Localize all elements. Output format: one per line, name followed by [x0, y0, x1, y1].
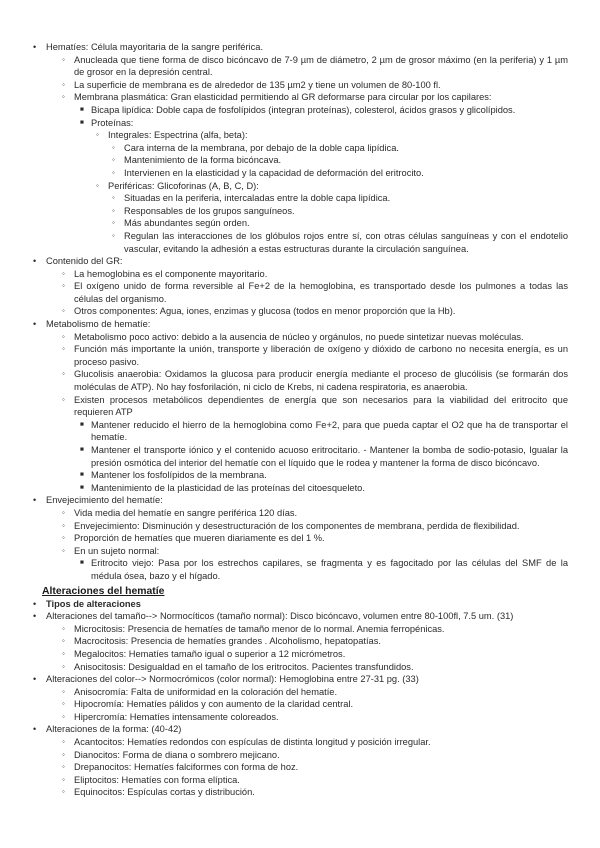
bullet-icon: ◦ — [62, 306, 65, 316]
list-item-text: Glucolisis anaerobia: Oxidamos la glucosa para producir energía mediante el proceso de glucólisis (se formarán dos moléculas de ATP). No hay fosforilación, ni ciclo de Krebs, ni cadena respiratoria, es anaerobia. — [74, 369, 568, 393]
list-item-text: Función más importante la unión, transporte y liberación de oxígeno y dióxido de carbono no necesita energía, es un proceso pasivo. — [74, 344, 568, 367]
list-item — [62, 749, 568, 762]
list-item — [62, 507, 568, 520]
bullet-icon: ◦ — [62, 92, 65, 102]
list-item-text: Anisocitosis: Desigualdad en el tamaño de los eritrocitos. Pacientes transfundidos. — [74, 661, 414, 672]
list-item-text: La hemoglobina es el componente mayoritario. — [74, 268, 268, 279]
list-item — [112, 154, 568, 167]
list-item-text: Más abundantes según orden. — [124, 218, 250, 229]
list-item-text: Alteraciones del tamaño--> Normocíticos (tamaño normal): Disco bicóncavo, volumen entre 80-100fl, 7.5 um. (31) — [46, 611, 514, 622]
list-item — [62, 661, 568, 674]
list-item-text: Membrana plasmática: Gran elasticidad permitiendo al GR deformarse para circular por los capilares: — [74, 92, 492, 103]
bullet-icon: • — [33, 495, 37, 506]
list-item-text: Megalocitos: Hematíes tamaño igual o superior a 12 micrómetros. — [74, 648, 346, 659]
list-item — [62, 331, 568, 344]
bullet-icon: ◦ — [62, 545, 65, 555]
list-item-text: Periféricas: Glicoforinas (A, B, C, D): — [108, 180, 259, 191]
list-item — [33, 673, 568, 686]
list-item — [96, 180, 568, 193]
list-item — [80, 557, 568, 582]
list-item-text: Tipos de alteraciones — [46, 598, 141, 609]
bullet-icon: ◦ — [112, 218, 115, 228]
bullet-icon: ◦ — [62, 762, 65, 772]
bullet-icon: ◦ — [62, 661, 65, 671]
bullet-icon: ■ — [80, 446, 84, 453]
list-item-text: Vida media del hematíe en sangre periférica 120 días. — [74, 507, 298, 518]
bullet-icon: ■ — [80, 105, 84, 113]
list-item-text: Regulan las interacciones de los glóbulos rojos entre sí, con otras células sanguíneas y con el endotelio vascular, evitando la adhesión a estas estructuras durante la circulación sanguínea. — [124, 230, 568, 254]
list-item — [62, 368, 568, 393]
bullet-icon: • — [33, 42, 37, 52]
list-item-text: Hipocromía: Hematíes pálidos y con aumento de la claridad central. — [74, 699, 354, 710]
list-item — [33, 610, 568, 623]
list-item-text: Equinocitos: Espículas cortas y distribución. — [74, 787, 255, 798]
list-item — [62, 91, 568, 104]
list-item — [62, 343, 568, 368]
list-item-text: Mantener reducido el hierro de la hemoglobina como Fe+2, para que pueda captar el O2 que ha de transportar el hematíe. — [91, 419, 568, 443]
list-item — [62, 394, 568, 419]
list-item-text: Cara interna de la membrana, por debajo de la doble capa lipídica. — [124, 142, 399, 153]
bullet-icon: ◦ — [62, 774, 65, 784]
bullet-icon: ◦ — [112, 155, 115, 165]
list-item-text: Eliptocitos: Hematíes con forma elíptica. — [74, 774, 240, 785]
bullet-icon: ◦ — [112, 230, 115, 240]
bullet-icon: ◦ — [62, 281, 65, 291]
list-item-text: Envejecimiento del hematíe: — [46, 495, 163, 506]
bullet-icon: ◦ — [96, 130, 99, 140]
list-item-text: Situadas en la periferia, intercaladas entre la doble capa lipídica. — [124, 193, 391, 204]
list-item — [62, 786, 568, 799]
list-item — [112, 142, 568, 155]
bullet-icon: ◦ — [112, 142, 115, 152]
bullet-icon: ◦ — [112, 167, 115, 177]
list-item — [80, 117, 568, 130]
list-item — [80, 444, 568, 469]
list-item — [62, 268, 568, 281]
list-item — [62, 520, 568, 533]
bullet-icon: ◦ — [96, 180, 99, 190]
bullet-icon: ◦ — [62, 54, 65, 64]
list-item-text: Microcitosis: Presencia de hematíes de tamaño menor de lo normal. Anemia ferropénicas. — [74, 623, 445, 634]
list-item — [80, 469, 568, 482]
bullet-icon: • — [33, 319, 37, 330]
list-item — [33, 41, 568, 54]
list-item — [62, 648, 568, 661]
list-item — [62, 736, 568, 749]
list-item-text: Envejecimiento: Disminución y desestructuración de los componentes de membrana, perdida de flexibilidad. — [74, 520, 520, 531]
bullet-icon: ◦ — [62, 686, 65, 696]
list-item — [62, 545, 568, 558]
alterations-list — [0, 598, 600, 800]
bullet-icon: ■ — [80, 559, 84, 567]
list-item-text: Mantener los fosfolípidos de la membrana. — [91, 470, 267, 481]
list-item-text: Alteraciones del color--> Normocrómicos (color normal): Hemoglobina entre 27-31 pg. (33) — [46, 674, 419, 685]
list-item-text: La superficie de membrana es de alrededor de 135 µm2 y tiene un volumen de 80-100 fl. — [74, 79, 441, 90]
list-item-text: Metabolismo de hematíe: — [46, 319, 151, 330]
bullet-icon: ■ — [80, 471, 84, 479]
list-item-text: Intervienen en la elasticidad y la capacidad de deformación del eritrocito. — [124, 167, 424, 178]
list-item-text: Anucleada que tiene forma de disco bicóncavo de 7-9 µm de diámetro, 2 µm de grosor máximo (en la periferia) y 1 µm de grosor en la depresión central. — [74, 54, 568, 78]
list-item-text: En un sujeto normal: — [74, 545, 160, 556]
list-item — [62, 686, 568, 699]
document-page — [0, 41, 600, 799]
bullet-icon: ■ — [80, 483, 84, 491]
list-item — [112, 217, 568, 230]
list-item — [62, 761, 568, 774]
section-heading: Alteraciones del hematíe — [42, 585, 165, 597]
list-item — [33, 318, 568, 331]
list-item-text: Anisocromía: Falta de uniformidad en la coloración del hematíe. — [74, 686, 338, 697]
list-item — [80, 482, 568, 495]
list-item — [33, 255, 568, 268]
list-item-text: Proporción de hematíes que mueren diariamente es del 1 %. — [74, 533, 325, 544]
bullet-icon: ◦ — [62, 533, 65, 543]
bullet-icon: ◦ — [62, 268, 65, 278]
list-item — [112, 205, 568, 218]
bullet-icon: • — [33, 674, 37, 685]
list-item-text: Proteínas: — [91, 117, 134, 128]
list-item-text: Alteraciones de la forma: (40-42) — [46, 724, 182, 735]
bullet-icon: ◦ — [62, 394, 65, 404]
bullet-icon: • — [33, 724, 37, 735]
list-item — [33, 494, 568, 507]
list-item-text: Hematíes: Célula mayoritaria de la sangre periférica. — [46, 42, 264, 52]
list-item-text: Dianocitos: Forma de diana o sombrero mejicano. — [74, 749, 280, 760]
bullet-icon: ◦ — [62, 648, 65, 658]
list-item-text: Integrales: Espectrina (alfa, beta): — [108, 130, 248, 141]
list-item — [80, 104, 568, 117]
list-item-text: Existen procesos metabólicos dependientes de energía que son necesarios para la viabilidad del eritrocito que requieren ATP — [74, 394, 568, 418]
bullet-icon: • — [33, 611, 37, 622]
list-item-text: Mantener el transporte iónico y el contenido acuoso eritrocitario. - Mantener la bomba de sodio-potasio, Igualar la presión osmótica del interior del hematíe con el líquido que le rodea y mantener la forma de disco bicóncavo. — [91, 445, 568, 468]
list-item — [62, 79, 568, 92]
bullet-icon: ◦ — [62, 79, 65, 89]
list-item — [62, 623, 568, 636]
list-item-text: Responsables de los grupos sanguíneos. — [124, 205, 295, 216]
list-item-text: Contenido del GR: — [46, 256, 123, 267]
bullet-icon: ◦ — [62, 507, 65, 517]
bullet-icon: ◦ — [62, 636, 65, 646]
bullet-icon: ◦ — [62, 331, 65, 341]
bullet-icon: ◦ — [62, 749, 65, 759]
bullet-icon: • — [33, 598, 37, 609]
bullet-icon: ◦ — [112, 193, 115, 203]
bullet-icon: ■ — [80, 118, 84, 126]
list-item-text: Metabolismo poco activo: debido a la ausencia de núcleo y orgánulos, no puede sintetizar nuevas moléculas. — [74, 331, 524, 342]
list-item — [96, 129, 568, 142]
bullet-icon: ◦ — [62, 737, 65, 747]
list-item-text: Drepanocitos: Hematíes falciformes con forma de hoz. — [74, 762, 299, 773]
list-item — [62, 305, 568, 318]
list-item — [80, 419, 568, 444]
list-item — [62, 774, 568, 787]
bullet-icon: ◦ — [62, 787, 65, 797]
bullet-icon: ◦ — [62, 623, 65, 633]
bullet-icon: ■ — [80, 420, 84, 428]
list-item-text: Otros componentes: Agua, iones, enzimas y glucosa (todos en menor proporción que la Hb). — [74, 306, 456, 317]
list-item-text: Eritrocito viejo: Pasa por los estrechos capilares, se fragmenta y es fagocitado por las células del SMF de la médula ósea, bazo y el hígado. — [91, 558, 568, 581]
list-item-text: Acantocitos: Hematíes redondos con espículas de distinta longitud y posición irregular. — [74, 737, 431, 748]
list-item-text: Bicapa lipídica: Doble capa de fosfolípidos (integran proteínas), colesterol, ácidos grasos y glicolípidos. — [91, 104, 516, 115]
list-item — [62, 280, 568, 305]
bullet-icon: ◦ — [62, 711, 65, 721]
list-item — [62, 711, 568, 724]
list-item-text: Mantenimiento de la plasticidad de las proteínas del citoesqueleto. — [91, 482, 365, 493]
notes-list — [0, 41, 600, 583]
bullet-icon: ◦ — [62, 520, 65, 530]
list-item — [112, 230, 568, 255]
list-item — [62, 532, 568, 545]
list-item-text: Mantenimiento de la forma bicóncava. — [124, 155, 282, 166]
bullet-icon: ◦ — [62, 369, 65, 379]
bullet-icon: ◦ — [62, 344, 65, 354]
list-item — [62, 54, 568, 79]
list-item — [62, 698, 568, 711]
list-item-text: El oxígeno unido de forma reversible al Fe+2 de la hemoglobina, es transportado desde los pulmones a todas las células del organismo. — [74, 281, 568, 304]
list-item — [112, 167, 568, 180]
list-item-text: Macrocitosis: Presencia de hematíes grandes . Alcoholismo, hepatopatías. — [74, 636, 381, 647]
bullet-icon: ◦ — [112, 205, 115, 215]
list-item — [112, 192, 568, 205]
list-item-text: Hipercromía: Hematíes intensamente coloreados. — [74, 711, 279, 722]
list-item — [33, 598, 568, 611]
bullet-icon: ◦ — [62, 699, 65, 709]
bullet-icon: • — [33, 256, 37, 267]
list-item — [62, 635, 568, 648]
list-item — [33, 723, 568, 736]
